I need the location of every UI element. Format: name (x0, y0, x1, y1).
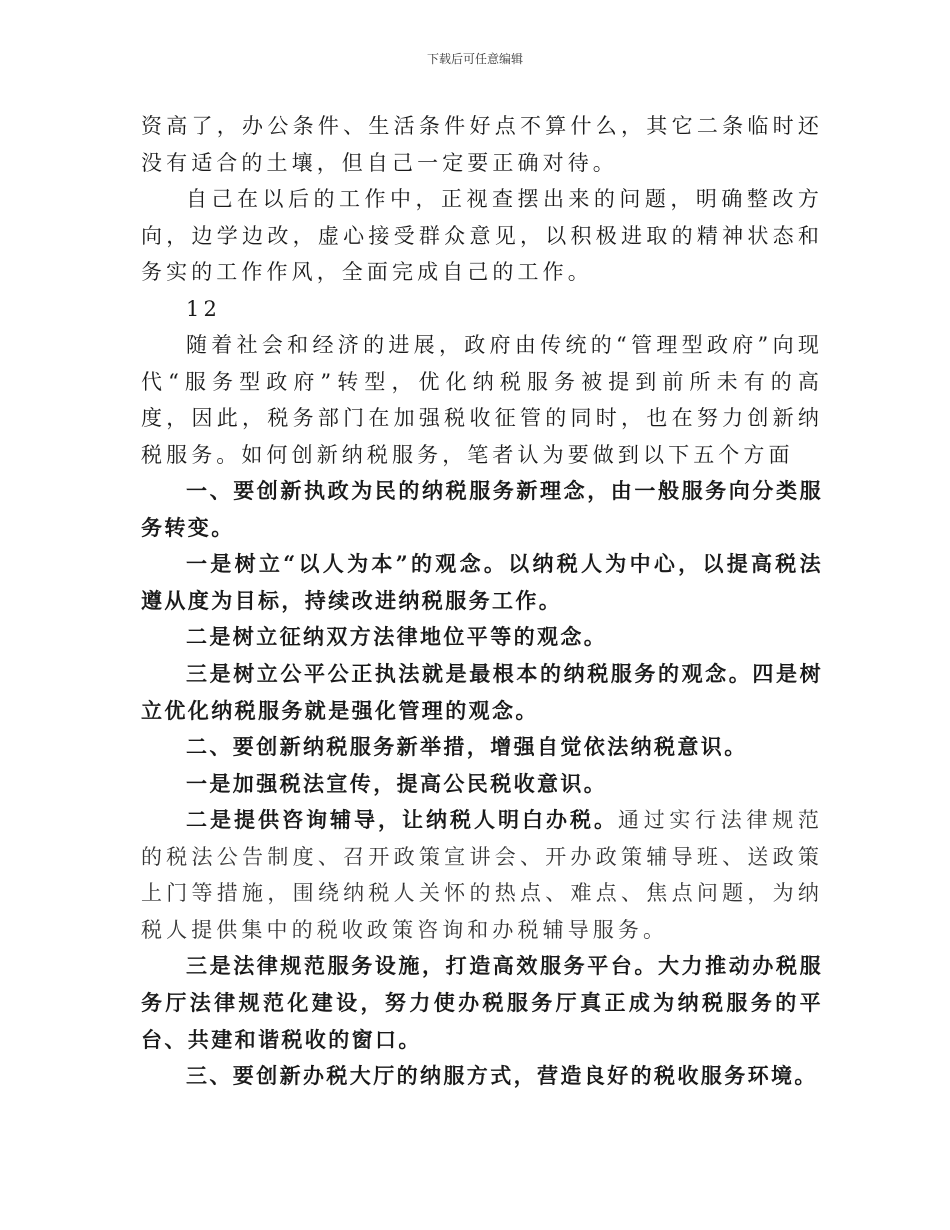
point-2-2 (141, 802, 823, 948)
point-1-2: 二是树立征纳双方法律地位平等的观念。 (186, 624, 608, 650)
point-1-3: 三是树立公平公正执法就是最根本的纳税服务的观念。四是树立优化纳税服务就是强化管理的观念。 (141, 660, 823, 723)
point-1-1: 一是树立“以人为本”的观念。以纳税人为中心，以提高税法遵从度为目标，持续改进纳税服务工作。 (141, 551, 823, 613)
paragraph-continuation: 资高了，办公条件、生活条件好点不算什么，其它二条临时还没有适合的土壤，但自己一定要正确对待。 (141, 114, 823, 175)
heading-section-2: 二、要创新纳税服务新举措，增强自觉依法纳税意识。 (186, 734, 748, 760)
point-2-3: 三是法律规范服务设施，打造高效服务平台。大力推动办税服务厅法律规范化建设，努力使办税服务厅真正成为纳税服务的平台、共建和谐税收的窗口。 (141, 953, 823, 1052)
page-header: 下载后可任意编辑 (426, 52, 523, 66)
heading-section-3: 三、要创新办税大厅的纳服方式，营造良好的税收服务环境。 (186, 1063, 818, 1089)
heading-section-1: 一、要创新执政为民的纳税服务新理念，由一般服务向分类服务转变。 (141, 478, 823, 540)
paragraph-self-improvement: 自己在以后的工作中，正视查摆出来的问题，明确整改方向，边学边改，虚心接受群众意见，以积极进取的精神状态和务实的工作作风，全面完成自己的工作。 (141, 187, 823, 284)
section-number: 12 (186, 296, 221, 321)
paragraph-intro: 随着社会和经济的进展，政府由传统的“管理型政府”向现代“服务型政府”转型，优化纳税服务被提到前所未有的高度，因此，税务部门在加强税收征管的同时，也在努力创新纳税服务。如何创新纳税服务，笔者认为要做到以下五个方面 (141, 333, 823, 467)
point-2-2-lead: 二是提供咨询辅导，让纳税人明白办税。 (186, 807, 618, 833)
point-2-2-body: 通过实行法律规范的税法公告制度、召开政策宣讲会、开办政策辅导班、送政策上门等措施，围绕纳税人关怀的热点、难点、焦点问题，为纳税人提供集中的税收政策咨询和办税辅导服务。 (141, 808, 823, 942)
point-2-1: 一是加强税法宣传，提高公民税收意识。 (186, 770, 608, 796)
document-body (141, 108, 823, 1095)
